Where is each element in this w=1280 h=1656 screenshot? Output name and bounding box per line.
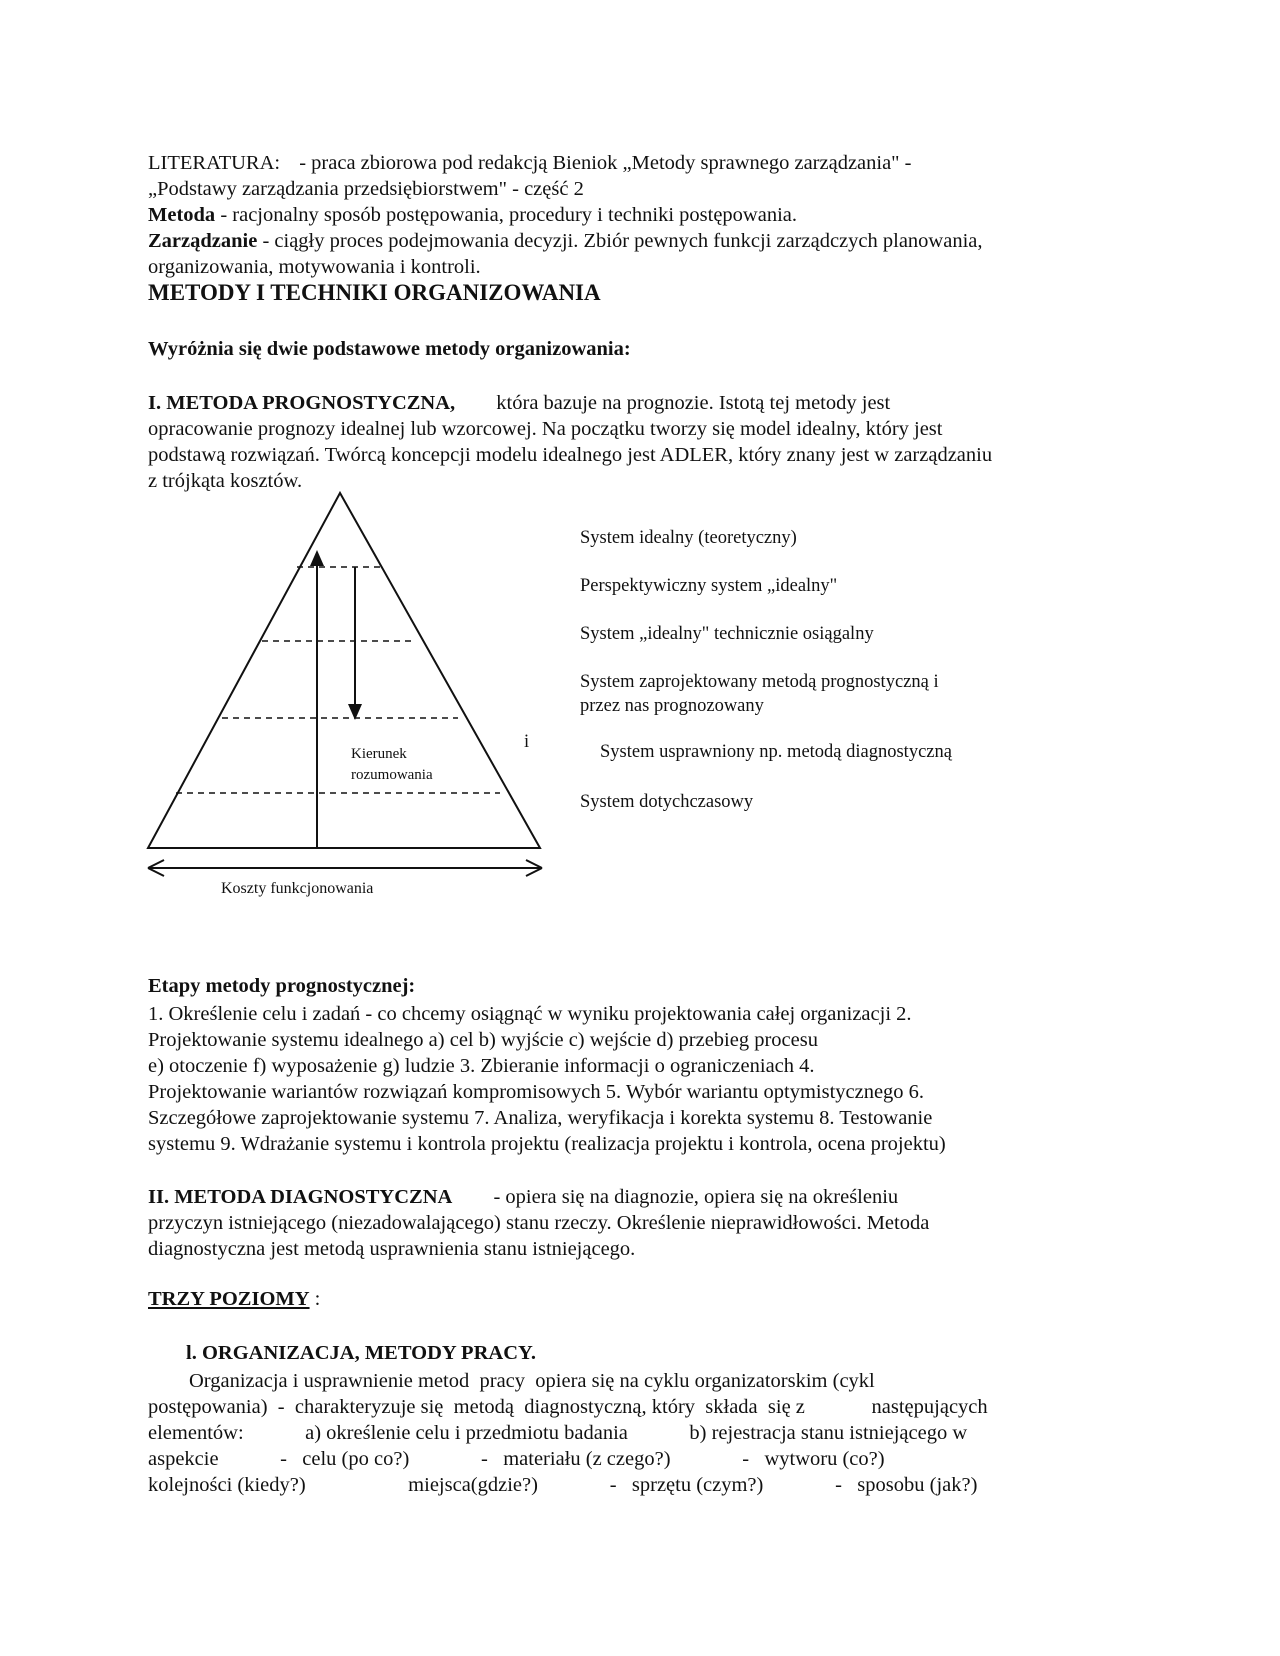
level-label-perspective: Perspektywiczny system „idealny" bbox=[580, 576, 838, 596]
method2-line2: przyczyn istniejącego (niezadowalającego) stanu rzeczy. Określenie nieprawidłowości. Metoda bbox=[148, 1212, 930, 1234]
method1-line2: opracowanie prognozy idealnej lub wzorcowej. Na początku tworzy się model idealny, który jest bbox=[148, 418, 943, 440]
method1-text1: która bazuje na prognozie. Istotą tej metody jest bbox=[496, 392, 891, 414]
stages-line: 1. Określenie celu i zadań - co chcemy osiągnąć w wyniku projektowania całej organizacji 2. bbox=[148, 1003, 912, 1025]
up-arrowhead bbox=[310, 550, 324, 566]
org-line: kolejności (kiedy?) miejsca(gdzie?) - sprzętu (czym?) - sposobu (jak?) bbox=[148, 1474, 978, 1496]
method2-line1 bbox=[148, 1184, 898, 1210]
org-line: elementów: a) określenie celu i przedmiotu badania b) rejestracja stanu istniejącego w bbox=[148, 1422, 968, 1444]
stages-heading: Etapy metody prognostycznej: bbox=[148, 975, 416, 997]
page-title: METODY I TECHNIKI ORGANIZOWANIA bbox=[148, 280, 601, 305]
stages-line: systemu 9. Wdrażanie systemu i kontrola projektu (realizacja projektu i kontrola, ocena projektu) bbox=[148, 1133, 946, 1155]
zarzadzanie-term: Zarządzanie bbox=[148, 230, 258, 252]
axis-label: Koszty funkcjonowania bbox=[221, 880, 374, 897]
method2-text1: - opiera się na diagnozie, opiera się na określeniu bbox=[493, 1186, 899, 1208]
org-heading: l. ORGANIZACJA, METODY PRACY. bbox=[186, 1342, 537, 1364]
level-label-designed: System zaprojektowany metodą prognostyczną i bbox=[580, 672, 939, 692]
subtitle: Wyróżnia się dwie podstawowe metody organizowania: bbox=[148, 338, 631, 360]
stray-i: i bbox=[524, 732, 530, 752]
org-line: postępowania) - charakteryzuje się metodą diagnostyczną, który składa się z następujących bbox=[148, 1396, 988, 1418]
literature-text: - praca zbiorowa pod redakcją Bieniok „Metody sprawnego zarządzania" - bbox=[299, 152, 912, 174]
level-label-designed-2: przez nas prognozowany bbox=[580, 696, 764, 716]
org-line: Organizacja i usprawnienie metod pracy opiera się na cyklu organizatorskim (cykl bbox=[148, 1370, 875, 1392]
stages-line: e) otoczenie f) wyposażenie g) ludzie 3. Zbieranie informacji o ograniczeniach 4. bbox=[148, 1055, 815, 1077]
zarzadzanie-def: - ciągły proces podejmowania decyzji. Zbiór pewnych funkcji zarządczych planowania, bbox=[257, 230, 983, 252]
levels-heading: TRZY POZIOMY bbox=[148, 1288, 310, 1310]
level-label-current: System dotychczasowy bbox=[580, 792, 754, 812]
level-label-improved: System usprawniony np. metodą diagnostyczną bbox=[600, 742, 952, 762]
zarzadzanie-def-2: organizowania, motywowania i kontroli. bbox=[148, 256, 481, 278]
method1-line3: podstawą rozwiązań. Twórcą koncepcji modelu idealnego jest ADLER, który znany jest w zarządzaniu bbox=[148, 444, 993, 466]
stages-line: Szczegółowe zaprojektowanie systemu 7. Analiza, weryfikacja i korekta systemu 8. Testowanie bbox=[148, 1107, 933, 1129]
metoda-term: Metoda bbox=[148, 204, 216, 226]
method2-line3: diagnostyczna jest metodą usprawnienia stanu istniejącego. bbox=[148, 1238, 636, 1260]
stages-line: Projektowanie systemu idealnego a) cel b) wyjście c) wejście d) przebieg procesu bbox=[148, 1029, 818, 1051]
direction-label-2: rozumowania bbox=[351, 767, 433, 783]
level-label-achievable: System „idealny" technicznie osiągalny bbox=[580, 624, 874, 644]
method1-heading: I. METODA PROGNOSTYCZNA, bbox=[148, 392, 456, 414]
org-line: aspekcie - celu (po co?) - materiału (z czego?) - wytworu (co?) bbox=[148, 1448, 885, 1470]
levels-colon: : bbox=[309, 1288, 321, 1310]
literature-text-2: „Podstawy zarządzania przedsiębiorstwem" - część 2 bbox=[148, 178, 584, 200]
method1-line4: z trójkąta kosztów. bbox=[148, 470, 303, 492]
direction-label-1: Kierunek bbox=[351, 746, 407, 762]
level-label-ideal: System idealny (teoretyczny) bbox=[580, 528, 797, 548]
method2-heading: II. METODA DIAGNOSTYCZNA bbox=[148, 1186, 453, 1208]
triangle-outline bbox=[148, 493, 540, 848]
metoda-def: - racjonalny sposób postępowania, procedury i techniki postępowania. bbox=[215, 204, 798, 226]
literature-label: LITERATURA: bbox=[148, 152, 281, 174]
levels-heading-line bbox=[148, 1288, 320, 1311]
stages-line: Projektowanie wariantów rozwiązań kompromisowych 5. Wybór wariantu optymistycznego 6. bbox=[148, 1081, 925, 1103]
